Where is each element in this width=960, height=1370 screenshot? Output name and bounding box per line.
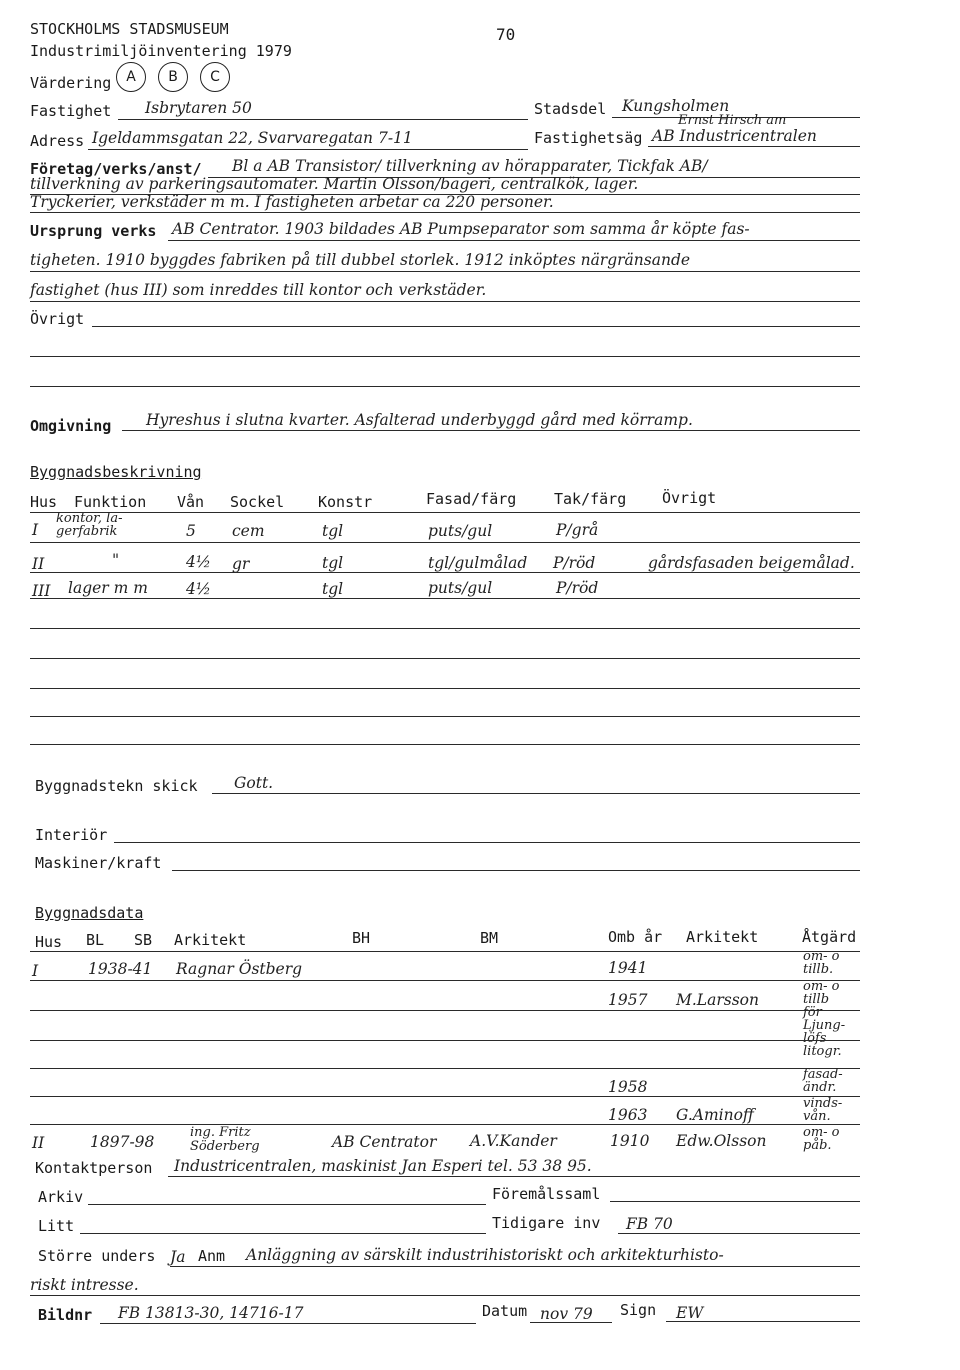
row1-tak: P/grå — [556, 521, 599, 539]
foretag-label: Företag/verks/anst/ — [30, 160, 202, 178]
datum-label: Datum — [482, 1302, 528, 1320]
arkiv-label: Arkiv — [38, 1188, 84, 1206]
bd-col-arkitekt2: Arkitekt — [686, 928, 759, 946]
col-ovrigt: Övrigt — [662, 489, 717, 507]
omb5-atgard: om- o påb. — [803, 1125, 840, 1153]
stadsdel-label: Stadsdel — [534, 100, 607, 118]
col-sockel: Sockel — [230, 493, 285, 511]
row1-hus: I — [32, 521, 39, 539]
bildnr-label: Bildnr — [38, 1306, 93, 1324]
omb2-atgard: om- o tillb för Ljung- löfs litogr. — [803, 979, 846, 1059]
omb4-ar: 1963 — [608, 1106, 648, 1124]
ursprung-line2: tigheten. 1910 byggdes fabriken på till dubbel storlek. 1912 inköptes närgränsande — [30, 251, 691, 269]
row2-van: 4½ — [186, 553, 211, 571]
fastighet-value: Isbrytaren 50 — [145, 99, 252, 117]
grade-a-circle: A — [116, 62, 146, 92]
col-van: Vån — [177, 493, 205, 511]
tidigare-value: FB 70 — [626, 1215, 673, 1233]
row1-funktion: kontor, la- gerfabrik — [56, 511, 123, 539]
byggnadsbeskrivning-title: Byggnadsbeskrivning — [30, 463, 202, 481]
kontakt-value: Industricentralen, maskinist Jan Esperi tel. 53 38 95. — [174, 1157, 592, 1175]
bd-row2-arkitekt: ing. Fritz Söderberg — [190, 1125, 260, 1154]
omb2-arkitekt: M.Larsson — [676, 991, 759, 1009]
row2-fasad: tgl/gulmålad — [428, 554, 528, 572]
row3-tak: P/röd — [556, 579, 599, 597]
sign-value: EW — [676, 1304, 704, 1322]
bd-row2-bm: A.V.Kander — [470, 1132, 557, 1150]
stadsdel-value: Kungsholmen — [622, 97, 730, 115]
bd-col-sb: SB — [134, 931, 153, 949]
col-funktion: Funktion — [74, 493, 147, 511]
kontakt-label: Kontaktperson — [35, 1159, 153, 1177]
skick-label: Byggnadstekn skick — [35, 777, 198, 795]
bd-col-hus: Hus — [35, 933, 63, 951]
bd-col-bl: BL — [86, 931, 105, 949]
sign-label: Sign — [620, 1301, 657, 1319]
bd-row1-arkitekt: Ragnar Östberg — [176, 960, 303, 978]
bd-col-bh: BH — [352, 929, 371, 947]
col-fasad: Fasad/färg — [426, 490, 517, 508]
storre-line1: Anläggning av särskilt industrihistoriskt och arkitekturhisto- — [246, 1246, 724, 1264]
anm-label: Anm — [198, 1247, 226, 1265]
adress-label: Adress — [30, 132, 85, 150]
agare-line1: Ernst Hirsch am — [678, 113, 787, 128]
ursprung-line3: fastighet (hus III) som inreddes till kontor och verkstäder. — [30, 281, 487, 299]
row2-tak: P/röd — [553, 554, 596, 572]
grade-b-circle: B — [158, 62, 188, 92]
row2-ovrigt: gårdsfasaden beigemålad. — [648, 554, 855, 572]
foremal-label: Föremålssaml — [492, 1185, 601, 1203]
byggnadsdata-title: Byggnadsdata — [35, 904, 144, 922]
row1-van: 5 — [186, 522, 196, 540]
litt-label: Litt — [38, 1217, 75, 1235]
skick-value: Gott. — [234, 774, 274, 792]
omb4-atgard: vinds- vån. — [803, 1096, 843, 1124]
omb4-arkitekt: G.Aminoff — [676, 1106, 754, 1124]
col-konstr: Konstr — [318, 493, 373, 511]
row3-funktion: lager m m — [68, 579, 148, 597]
fastighetsagare-label: Fastighetsäg — [534, 129, 643, 147]
ursprung-line1: AB Centrator. 1903 bildades AB Pumpseparator som samma år köpte fas- — [172, 220, 750, 238]
foretag-line3: Tryckerier, verkstäder m m. I fastigheten arbetar ca 220 personer. — [30, 193, 554, 211]
storre-label: Större unders — [38, 1247, 156, 1265]
bd-row1-hus: I — [32, 962, 39, 980]
ovrigt-label: Övrigt — [30, 310, 85, 328]
row1-konstr: tgl — [322, 522, 344, 540]
row2-konstr: tgl — [322, 554, 344, 572]
omgivning-value: Hyreshus i slutna kvarter. Asfalterad underbyggd gård med körramp. — [146, 411, 693, 429]
interior-label: Interiör — [35, 826, 108, 844]
bd-row1-bl: 1938-41 — [88, 960, 153, 978]
tidigare-label: Tidigare inv — [492, 1214, 601, 1232]
datum-value: nov 79 — [540, 1305, 593, 1323]
omb1-ar: 1941 — [608, 959, 648, 977]
omb5-ar: 1910 — [610, 1132, 650, 1150]
row3-konstr: tgl — [322, 580, 344, 598]
bd-col-omb: Omb år — [608, 928, 663, 946]
row2-hus: II — [32, 555, 45, 573]
fastighet-label: Fastighet — [30, 102, 112, 120]
maskiner-label: Maskiner/kraft — [35, 854, 162, 872]
vardering-label: Värdering — [30, 74, 112, 92]
omb1-atgard: om- o tillb. — [803, 949, 840, 977]
foretag-line2: tillverkning av parkeringsautomater. Martin Olsson/bageri, centralkök, lager. — [30, 175, 639, 193]
row2-sockel: gr — [232, 555, 250, 573]
bd-col-arkitekt: Arkitekt — [174, 931, 247, 949]
row3-fasad: puts/gul — [428, 579, 493, 597]
page-number: 70 — [496, 25, 516, 44]
storre-prefix: Ja — [170, 1248, 186, 1266]
omb5-arkitekt: Edw.Olsson — [676, 1132, 767, 1150]
org-name: STOCKHOLMS STADSMUSEUM — [30, 20, 229, 38]
foretag-line1: Bl a AB Transistor/ tillverkning av hörapparater, Tickfak AB/ — [232, 157, 708, 175]
bd-col-atgard: Åtgärd — [802, 928, 857, 946]
ursprung-label: Ursprung verks — [30, 222, 157, 240]
row1-fasad: puts/gul — [428, 522, 493, 540]
grade-c-circle: C — [200, 62, 230, 92]
omb3-ar: 1958 — [608, 1078, 648, 1096]
col-hus: Hus — [30, 493, 58, 511]
row3-van: 4½ — [186, 580, 211, 598]
omb2-ar: 1957 — [608, 991, 648, 1009]
bd-row2-bh: AB Centrator — [332, 1133, 437, 1151]
row1-sockel: cem — [232, 522, 265, 540]
adress-value: Igeldammsgatan 22, Svarvaregatan 7-11 — [92, 129, 413, 147]
bildnr-value: FB 13813-30, 14716-17 — [118, 1304, 304, 1322]
storre-line2: riskt intresse. — [30, 1276, 139, 1294]
row2-funktion: " — [112, 551, 120, 569]
col-tak: Tak/färg — [554, 490, 627, 508]
omb3-atgard: fasad- ändr. — [803, 1067, 843, 1095]
bd-col-bm: BM — [480, 929, 499, 947]
row3-hus: III — [32, 582, 51, 600]
bd-row2-hus: II — [32, 1134, 45, 1152]
bd-row2-bl: 1897-98 — [90, 1133, 155, 1151]
survey-title: Industrimiljöinventering 1979 — [30, 42, 292, 60]
agare-line2: AB Industricentralen — [652, 127, 817, 145]
omgivning-label: Omgivning — [30, 417, 112, 435]
